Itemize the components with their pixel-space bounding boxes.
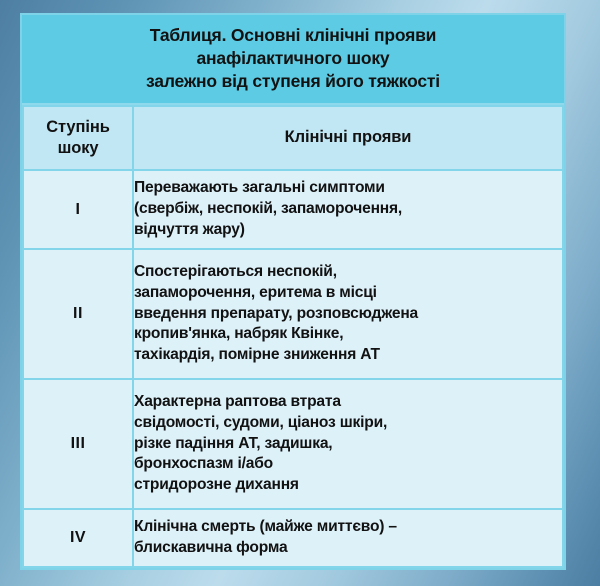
table-title-line-2: анафілактичного шоку [196, 47, 390, 68]
table-body [23, 170, 563, 567]
row-2-line-5: тахікардія, помірне зниження АТ [134, 346, 380, 364]
column-header-degree [23, 106, 133, 170]
row-degree-2: II [23, 249, 133, 379]
table-row [23, 170, 563, 249]
row-3-line-5: стридорозне дихання [134, 476, 299, 494]
row-degree-4: IV [23, 509, 133, 567]
table-row [23, 379, 563, 509]
row-degree-1: I [23, 170, 133, 249]
column-header-degree-line-2: шоку [57, 139, 99, 157]
table-row [23, 509, 563, 567]
row-manifestations-3 [133, 379, 563, 509]
table-row [23, 249, 563, 379]
data-table [22, 105, 564, 568]
row-2-line-3: введення препарату, розповсюджена [134, 304, 419, 322]
row-3-line-4: бронхоспазм і/або [134, 455, 273, 473]
column-header-degree-line-1: Ступінь [46, 117, 110, 136]
row-4-line-1: Клінічна смерть (майже миттєво) – [134, 518, 397, 536]
column-header-manifestations: Клінічні прояви [133, 106, 563, 170]
row-manifestations-1 [133, 170, 563, 249]
table-title-line-1: Таблиця. Основні клінічні прояви [149, 24, 437, 45]
row-2-line-4: кропив'янка, набряк Квінке, [134, 325, 344, 343]
row-1-line-3: відчуття жару) [134, 220, 245, 238]
row-2-line-2: запаморочення, еритема в місці [134, 283, 377, 301]
row-2-line-1: Спостерігаються неспокій, [134, 263, 337, 281]
row-3-line-2: свідомості, судоми, ціаноз шкіри, [134, 413, 388, 431]
row-degree-3: III [23, 379, 133, 509]
row-1-line-1: Переважають загальні симптоми [134, 179, 385, 197]
table-header-row [23, 106, 563, 170]
row-4-line-2: блискавична форма [134, 539, 288, 556]
row-1-line-2: (свербіж, неспокій, запаморочення, [134, 200, 403, 218]
row-manifestations-2 [133, 249, 563, 379]
table-head [23, 106, 563, 170]
row-3-line-1: Характерна раптова втрата [134, 393, 341, 411]
table-title [22, 15, 564, 105]
row-manifestations-4 [133, 509, 563, 567]
clinical-manifestations-table [20, 13, 566, 570]
table-title-line-3: залежно від ступеня його тяжкості [146, 71, 440, 92]
row-3-line-3: різке падіння АТ, задишка, [134, 434, 333, 452]
